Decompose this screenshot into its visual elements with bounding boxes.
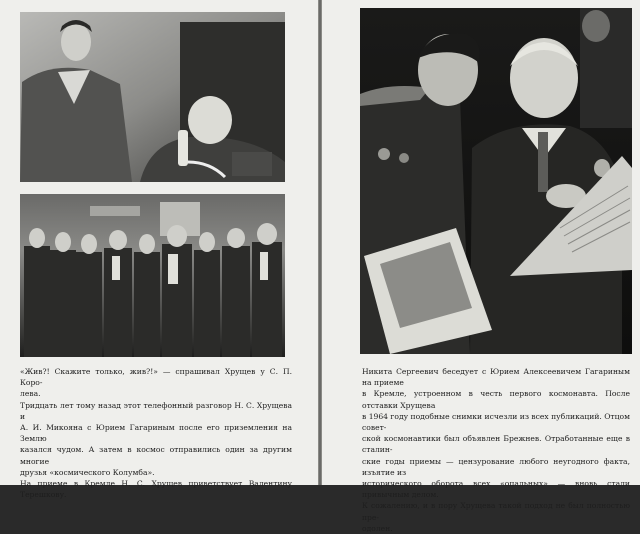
caption-line: лева. — [20, 389, 41, 399]
caption-line: Тридцать лет тому назад этот телефонный разговор Н. С. Хрущева и — [20, 400, 292, 421]
caption-line: одолен. — [362, 523, 393, 533]
photo-khrushchev-gagarin — [360, 8, 632, 354]
photo-kremlin-reception — [20, 194, 285, 357]
caption-line: Никита Сергеевич беседует с Юрием Алексеевичем Гагариным на приеме — [362, 367, 630, 388]
left-caption — [20, 366, 292, 500]
caption-line: А. И. Микояна с Юрием Гагариным после его приземления на Землю — [20, 423, 292, 444]
caption-line: К сожалению, и в пору Хрущева такой подход не был полностью пре- — [362, 501, 630, 522]
caption-line: исторического оборота всех «опальных» — вновь стали привычным делом. — [362, 479, 630, 500]
left-page — [0, 0, 318, 500]
right-page — [322, 0, 640, 533]
caption-line: в Кремле, устроенном в честь первого космонавта. После отставки Хрущева — [362, 389, 630, 410]
caption-line: ской космонавтики был объявлен Брежнев. Отработанные еще в сталин- — [362, 434, 630, 455]
photo-telephone-call — [20, 12, 285, 182]
caption-line: «Жив?! Скажите только, жив?!» — спрашивал Хрущев у С. П. Коро- — [20, 367, 292, 388]
caption-line: ские годы приемы — цензурование любого неугодного факта, изъятие из — [362, 456, 630, 477]
caption-line: казался чудом. А затем в космос отправились один за другим многие — [20, 445, 292, 466]
caption-line: На приеме в Кремле Н. С. Хрущев приветствует Валентину Терешкову. — [20, 479, 292, 500]
right-caption — [362, 366, 630, 534]
caption-line: друзья «космического Колумба». — [20, 467, 155, 477]
caption-line: в 1964 году подобные снимки исчезли из всех публикаций. Отцом совет- — [362, 411, 630, 433]
